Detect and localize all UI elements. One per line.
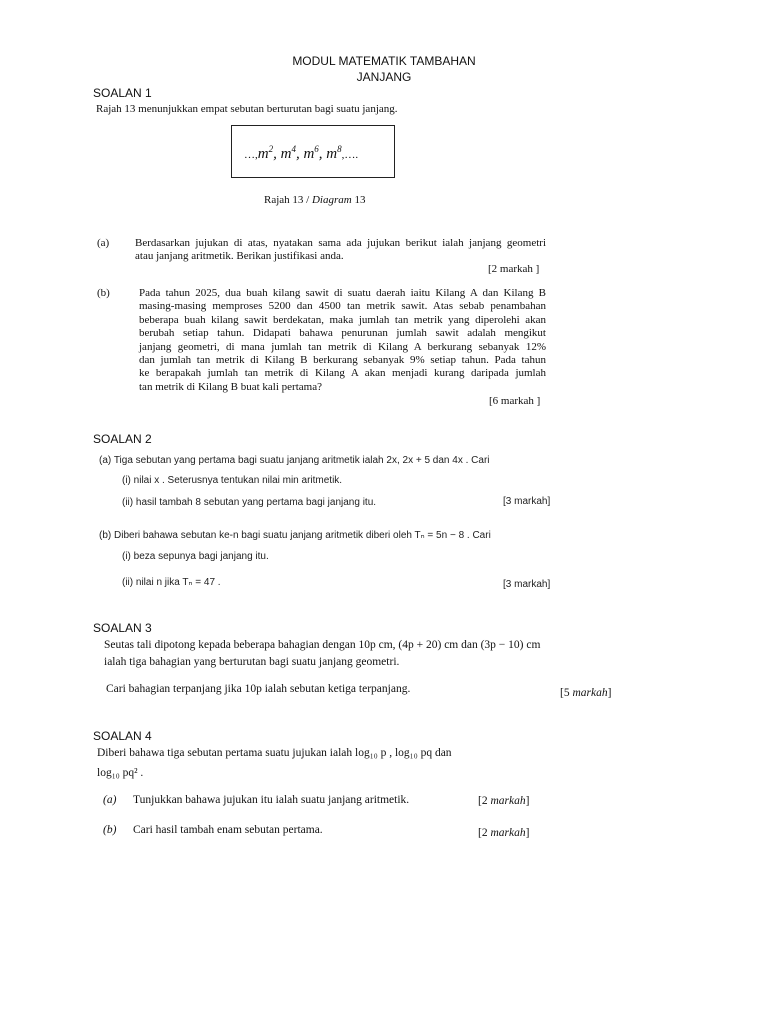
- soalan3-line1: Seutas tali dipotong kepada beberapa bahagian dengan 10p cm, (4p + 20) cm dan (3p − 10) cm: [104, 639, 541, 651]
- soalan2-a-i: (i) nilai x . Seterusnya tentukan nilai min aritmetik.: [122, 475, 343, 486]
- soalan2-a-ii: (ii) hasil tambah 8 sebutan yang pertama bagi janjang itu.: [122, 497, 377, 508]
- sequence-prefix: …,: [244, 149, 258, 161]
- page-title: MODUL MATEMATIK TAMBAHAN: [292, 54, 476, 68]
- soalan2-b-ii: (ii) nilai n jika Tₙ = 47 .: [122, 577, 221, 588]
- marks-end: ]: [525, 795, 530, 807]
- soalan4-line1: Diberi bahawa tiga sebutan pertama suatu jujukan ialah log₁₀ p , log₁₀ pq dan: [97, 747, 452, 759]
- soalan1-b-line: Pada tahun 2025, dua buah kilang sawit di suatu daerah iaitu Kilang A dan Kilang B: [139, 287, 546, 299]
- soalan4-a-label: (a): [103, 794, 117, 806]
- soalan1-a-marks: [2 markah ]: [488, 263, 540, 275]
- soalan3-heading: SOALAN 3: [93, 621, 152, 635]
- soalan1-heading: SOALAN 1: [93, 86, 152, 100]
- marks-number: [2: [478, 795, 491, 807]
- soalan2-b-marks: [3 markah]: [503, 579, 551, 590]
- soalan2-b-text: (b) Diberi bahawa sebutan ke-n bagi suatu janjang aritmetik diberi oleh Tₙ = 5n − 8 . Cari: [99, 530, 491, 541]
- sequence-terms: $m^2$, $m^4$, $m^6$, $m^8$: [257, 144, 342, 162]
- soalan1-b-line: berubah setiap tahun. Didapati bahawa penurunan jumlah sawit adalah mengikut: [139, 327, 546, 340]
- caption-main: Rajah 13 /: [264, 194, 312, 206]
- soalan1-b-label: (b): [97, 287, 110, 299]
- soalan4-a-text: Tunjukkan bahawa jujukan itu ialah suatu janjang aritmetik.: [133, 794, 410, 806]
- soalan3-line3: Cari bahagian terpanjang jika 10p ialah sebutan ketiga terpanjang.: [106, 683, 411, 695]
- soalan4-a-marks: [478, 795, 529, 807]
- soalan3-line2: ialah tiga bahagian yang berturutan bagi suatu janjang geometri.: [104, 656, 400, 668]
- soalan1-intro: Rajah 13 menunjukkan empat sebutan berturutan bagi suatu janjang.: [96, 103, 398, 115]
- soalan1-a-line: Berdasarkan jujukan di atas, nyatakan sama ada jujukan berikut ialah janjang geometri: [135, 237, 546, 249]
- soalan1-b-line: tan metrik di Kilang B buat kali pertama?: [139, 380, 322, 393]
- soalan1-b-line: ke berapakah jumlah tan metrik di Kilang A akan menjadi kurang daripada jumlah: [139, 367, 546, 380]
- soalan2-a-text: (a) Tiga sebutan yang pertama bagi suatu janjang aritmetik ialah 2x, 2x + 5 dan 4x . Cari: [99, 455, 490, 466]
- marks-end: ]: [607, 687, 612, 699]
- marks-word: markah: [490, 827, 526, 839]
- soalan1-b-line: dan jumlah tan metrik di Kilang B berkurang sebanyak 9% setiap tahun. Pada tahun: [139, 354, 546, 367]
- caption-number: 13: [351, 194, 366, 206]
- soalan2-a-marks: [3 markah]: [503, 496, 551, 507]
- marks-word: markah: [572, 687, 608, 699]
- soalan1-b-line: masing-masing memproses 5200 dan 4500 tan metrik sawit. Atas sebab penambahan: [139, 300, 546, 313]
- soalan4-heading: SOALAN 4: [93, 729, 152, 743]
- soalan1-a-line: atau janjang aritmetik. Berikan justifikasi anda.: [135, 250, 344, 263]
- marks-number: [5: [560, 687, 573, 699]
- soalan3-marks: [560, 687, 611, 699]
- caption-italic: Diagram: [311, 194, 352, 206]
- soalan1-b-line: janjang geometri, di mana jumlah tan metrik di Kilang A berkurang sebanyak 12%: [139, 340, 546, 353]
- soalan2-b-i: (i) beza sepunya bagi janjang itu.: [122, 551, 269, 562]
- soalan1-b-marks: [6 markah ]: [489, 395, 541, 407]
- soalan2-heading: SOALAN 2: [93, 432, 152, 446]
- soalan1-b-text: [139, 287, 546, 394]
- diagram-caption: [264, 194, 365, 206]
- sequence-expression: [244, 144, 358, 163]
- soalan4-line2: log₁₀ pq² .: [97, 767, 144, 779]
- marks-word: markah: [490, 795, 526, 807]
- marks-number: [2: [478, 827, 491, 839]
- soalan1-b-line: beberapa buah kilang sawit berdekatan, maka jumlah tan metrik yang diperolehi akan: [139, 313, 546, 326]
- soalan4-b-text: Cari hasil tambah enam sebutan pertama.: [133, 824, 323, 836]
- marks-end: ]: [525, 827, 530, 839]
- soalan1-a-text: [135, 237, 546, 264]
- soalan1-a-label: (a): [97, 237, 110, 249]
- sequence-suffix: ,….: [341, 149, 359, 161]
- page-subtitle: JANJANG: [356, 70, 412, 84]
- soalan4-b-label: (b): [103, 824, 117, 836]
- soalan4-b-marks: [478, 827, 529, 839]
